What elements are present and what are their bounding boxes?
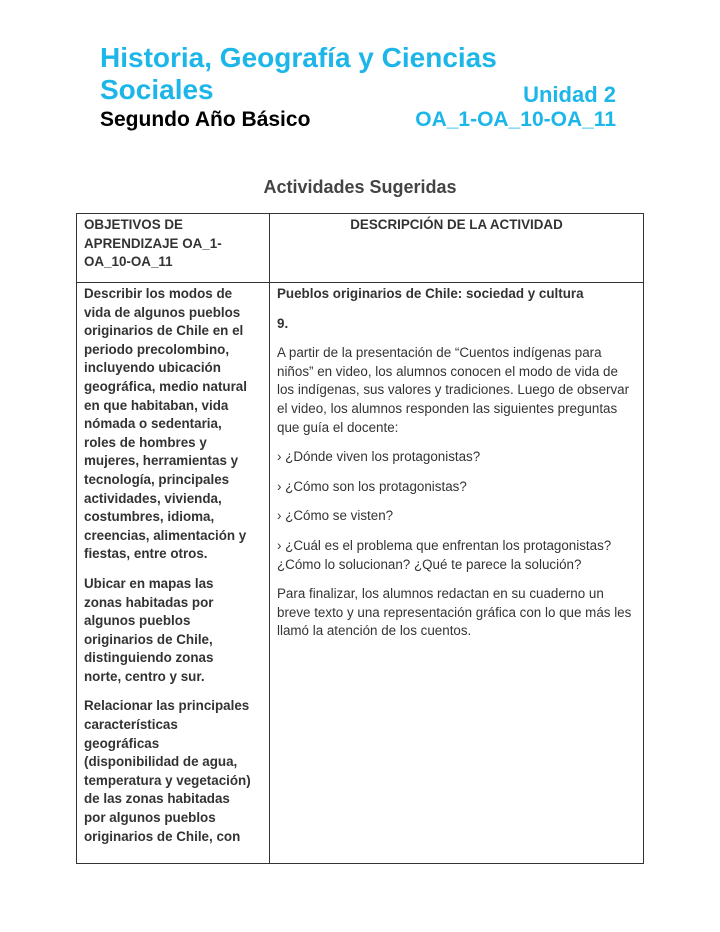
section-title: Actividades Sugeridas (263, 177, 457, 197)
objective-line: mujeres, herramientas y (84, 453, 239, 469)
objective-line: incluyendo ubicación (84, 360, 221, 376)
question-item: › ¿Cuál es el problema que enfrentan los protagonistas? ¿Cómo lo solucionan? ¿Qué te parece la solución? (277, 537, 612, 572)
grade-label: Segundo Año Básico (100, 108, 311, 131)
objective-line: zonas habitadas por (84, 594, 214, 610)
objective-line: Describir los modos de (84, 286, 233, 301)
oa-codes: OA_1-OA_10-OA_11 (415, 108, 616, 131)
objective-line: creencias, alimentación y (84, 527, 247, 543)
objective-line: norte, centro y sur. (84, 668, 205, 684)
objective-line: periodo precolombino, (84, 341, 230, 357)
header-line: OA_10-OA_11 (84, 254, 173, 270)
subject-title-line1: Historia, Geografía y Ciencias (100, 42, 497, 73)
activity-intro: A partir de la presentación de “Cuentos indígenas para niños” en video, los alumnos conocen el modo de vida de los indígenas, sus valores y tradiciones. Luego de observar el video, los alumnos responden las siguientes preguntas que guía el docente: (277, 345, 630, 435)
objective-line: Relacionar las principales (84, 698, 250, 714)
objective-line: temperatura y vegetación) (84, 772, 251, 788)
objective-line: costumbres, idioma, (84, 509, 215, 525)
activity-closing: Para finalizar, los alumnos redactan en su cuaderno un breve texto y una representación gráfica con lo que más les llamó la atención de los cuentos. (277, 586, 632, 639)
objective-line: vida de algunos pueblos (84, 304, 241, 320)
objective-line: fiestas, entre otros. (84, 546, 208, 562)
objective-line: originarios de Chile en el (84, 323, 244, 339)
question-item: › ¿Dónde viven los protagonistas? (277, 449, 481, 465)
objective-line: por algunos pueblos (84, 810, 216, 826)
activity-number: 9. (277, 315, 289, 331)
description-cell (270, 283, 644, 864)
objective-line: de las zonas habitadas (84, 791, 230, 807)
objective-line: originarios de Chile, con (84, 828, 241, 844)
activities-table (76, 213, 644, 864)
objective-line: geográfica, medio natural (84, 378, 247, 394)
unit-label: Unidad 2 (523, 82, 616, 107)
question-item: › ¿Cómo se visten? (277, 508, 394, 524)
header-line: OBJETIVOS DE (84, 217, 183, 232)
objective-line: actividades, vivienda, (84, 490, 222, 506)
objectives-header (77, 214, 270, 283)
objective-line: tecnología, principales (84, 471, 230, 487)
objective-line: geográficas (84, 735, 160, 751)
objective-paragraph (84, 285, 262, 564)
objective-line: originarios de Chile, (84, 631, 213, 647)
objective-paragraph (84, 697, 262, 846)
objectives-cell (77, 283, 270, 864)
objective-line: características (84, 717, 178, 733)
subject-title (100, 42, 497, 106)
objective-line: en que habitaban, vida (84, 397, 229, 413)
activity-title: Pueblos originarios de Chile: sociedad y cultura (277, 286, 584, 301)
objective-line: Ubicar en mapas las (84, 575, 214, 591)
question-item: › ¿Cómo son los protagonistas? (277, 478, 467, 494)
objective-paragraph (84, 575, 262, 687)
objective-line: nómada o sedentaria, (84, 416, 222, 432)
subject-title-line2: Sociales (100, 74, 214, 105)
description-header: DESCRIPCIÓN DE LA ACTIVIDAD (270, 214, 644, 283)
header-line: APRENDIZAJE OA_1- (84, 235, 222, 251)
objective-line: (disponibilidad de agua, (84, 754, 238, 770)
objective-line: roles de hombres y (84, 434, 207, 450)
objective-line: distinguiendo zonas (84, 650, 214, 666)
objective-line: algunos pueblos (84, 613, 191, 629)
